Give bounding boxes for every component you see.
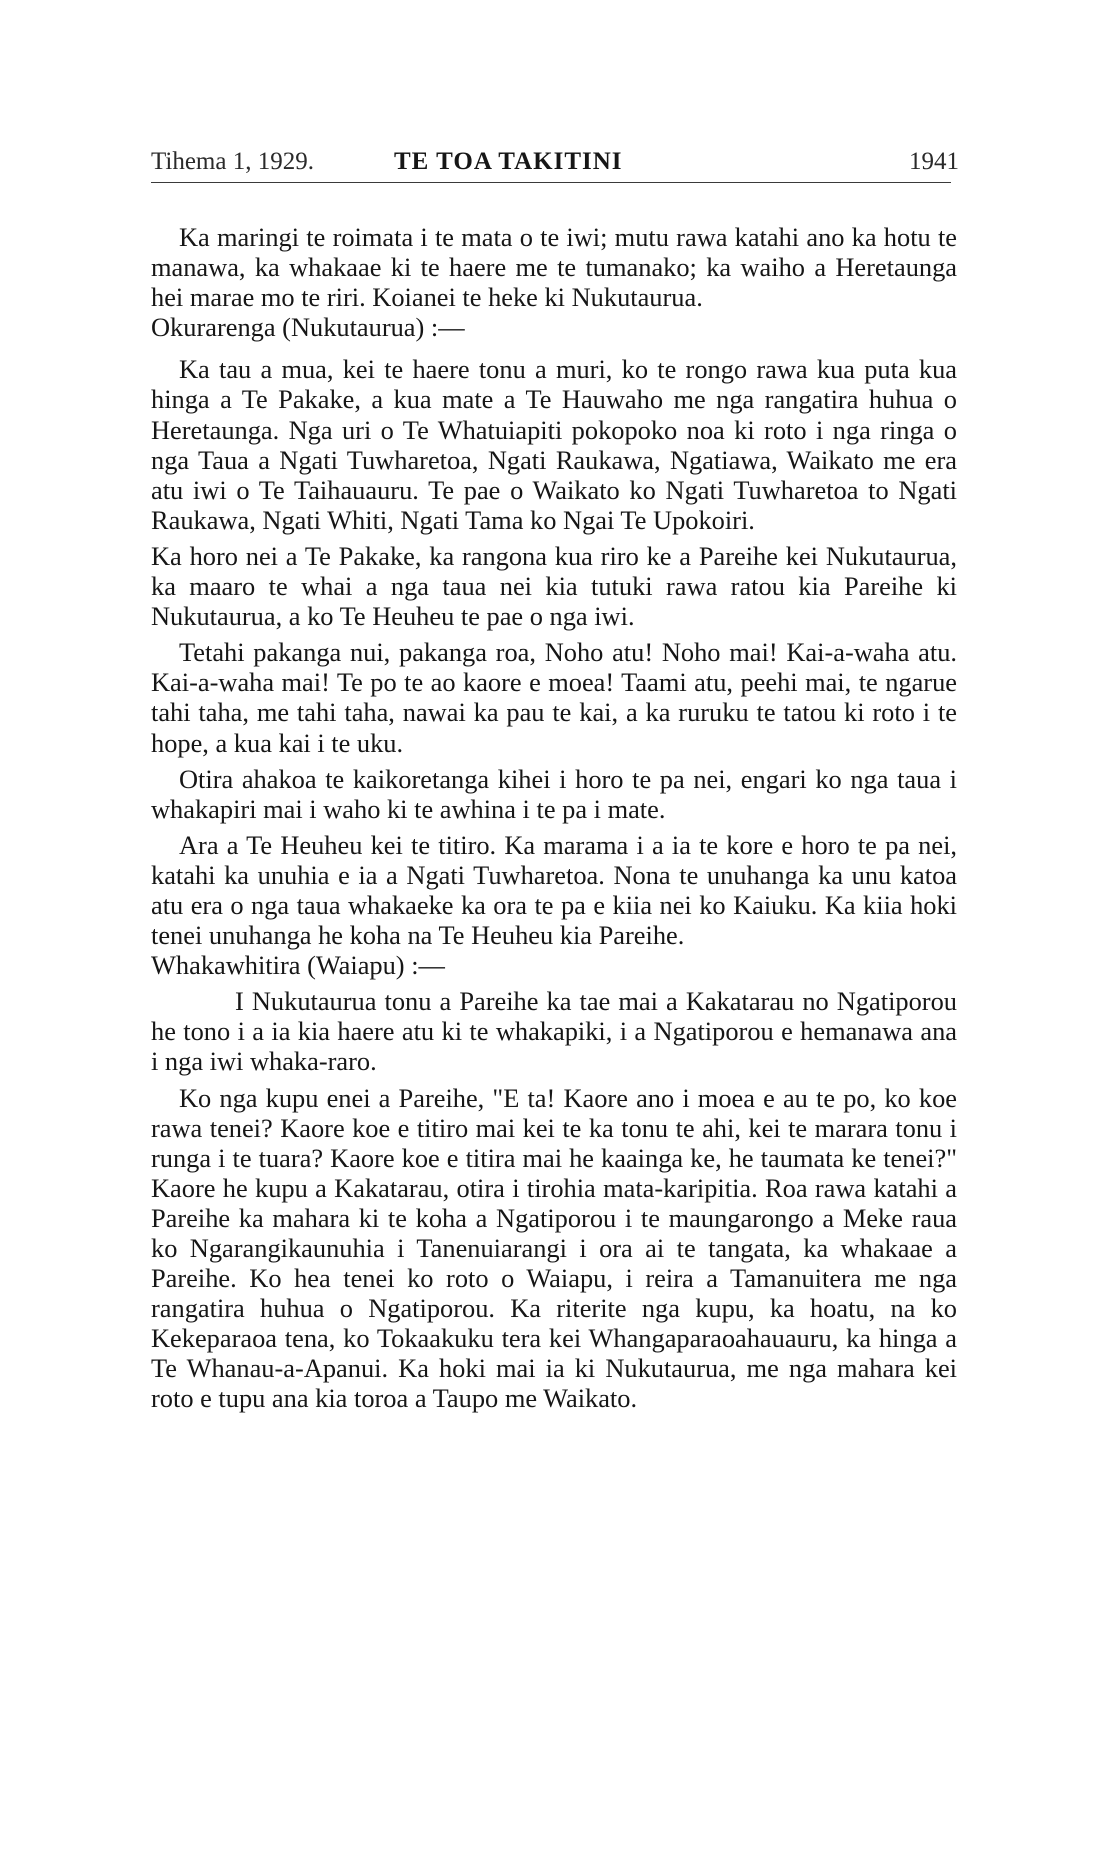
journal-title: TE TOA TAKITINI bbox=[394, 148, 623, 175]
header-rule bbox=[151, 182, 951, 183]
section-heading: Okurarenga (Nukutaurua) :— bbox=[151, 312, 465, 343]
issue-date: Tihema 1, 1929. bbox=[151, 148, 314, 175]
page-number: 1941 bbox=[909, 148, 959, 175]
article-body bbox=[151, 222, 957, 1414]
paragraph: Ka maringi te roimata i te mata o te iwi; mutu rawa katahi ano ka hotu te manawa, ka whakaae ki te haere me te tumanako; ka waiho a Heretaunga hei marae mo te riri. Koianei te heke ki Nukutaurua. bbox=[151, 222, 957, 313]
paragraph: Otira ahakoa te kaikoretanga kihei i horo te pa nei, engari ko nga taua i whakapiri mai i waho ki te awhina i te pa i mate. bbox=[151, 763, 957, 824]
paragraph: Tetahi pakanga nui, pakanga roa, Noho atu! Noho mai! Kai-a-waha atu. Kai-a-waha mai! Te po te ao kaore e moea! Taami atu, peehi mai, te ngarue tahi taha, me tahi taha, nawai ka pau te kai, a ka ruruku te tatou ki roto i te hope, a kua kai i te uku. bbox=[151, 637, 957, 758]
paragraph: Ara a Te Heuheu kei te titiro. Ka marama i a ia te kore e horo te pa nei, katahi ka unuhia e ia a Ngati Tuwharetoa. Nona te unuhanga ka unu katoa atu era o nga taua whakaeke ka ora te pa e kiia nei ko Kaiuku. Ka kiia hoki tenei unuhanga he koha na Te Heuheu kia Pareihe. bbox=[151, 829, 957, 951]
paragraph: Ko nga kupu enei a Pareihe, "E ta! Kaore ano i moea e au te po, ko koe rawa tenei? Kaore koe e titiro mai kei te ka tonu te ahi, kei te marara tonu i runga i te tuara? Kaore koe e titira mai he kaainga ke, he taumata ke tenei?" Kaore he kupu a Kakatarau, otira i tirohia mata-karipitia. Roa rawa katahi a Pareihe ka mahara ki te koha a Ngatiporou i te maungarongo a Meke raua ko Ngarangikaunuhia i Tanenuiarangi i ora ai te tangata, ka whakaae a Pareihe. Ko hea tenei ko roto o Waiapu, i reira a Tamanuitera me nga rangatira huhua o Ngatiporou. Ka riterite nga kupu, ka hoatu, na ko Kekeparaoa tena, ko Tokaakuku tera kei Whangaparaoahauauru, ka hinga a Te Whanau-a-Apanui. Ka hoki mai ia ki Nukutaurua, me nga mahara kei roto e tupu ana kia toroa a Taupo me Waikato. bbox=[151, 1082, 957, 1414]
paragraph: Ka tau a mua, kei te haere tonu a muri, ko te rongo rawa kua puta kua hinga a Te Pakake, a kua mate a Te Hauwaho me nga rangatira huhua o Heretaunga. Nga uri o Te Whatuiapiti pokopoko noa ki roto i nga ringa o nga Taua a Ngati Tuwharetoa, Ngati Raukawa, Ngatiawa, Waikato me era atu iwi o Te Taihauauru. Te pae o Waikato ko Ngati Tuwharetoa to Ngati Raukawa, Ngati Whiti, Ngati Tama ko Ngai Te Upokoiri. bbox=[151, 354, 957, 535]
paragraph: Ka horo nei a Te Pakake, ka rangona kua riro ke a Pareihe kei Nukutaurua, ka maaro te whai a nga taua nei kia tutuki rawa ratou kia Pareihe ki Nukutaurua, a ko Te Heuheu te pae o nga iwi. bbox=[151, 540, 957, 632]
paragraph: I Nukutaurua tonu a Pareihe ka tae mai a Kakatarau no Ngatiporou he tono i a ia kia haere atu ki te whakapiki, i a Ngatiporou e hemanawa ana i nga iwi whaka-raro. bbox=[151, 986, 957, 1077]
section-heading: Whakawhitira (Waiapu) :— bbox=[151, 950, 445, 981]
